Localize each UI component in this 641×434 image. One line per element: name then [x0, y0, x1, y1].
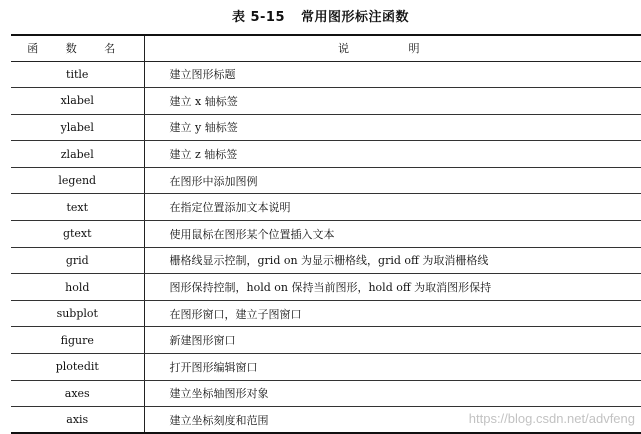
function-name-cell: plotedit	[11, 354, 144, 381]
table-row	[11, 141, 641, 168]
description-cell: 建立 z 轴标签	[144, 141, 641, 168]
table-row	[11, 274, 641, 301]
table-number: 表 5-15	[231, 10, 286, 25]
table-row	[11, 380, 641, 407]
table-row	[11, 327, 641, 354]
description-cell: 打开图形编辑窗口	[144, 354, 641, 381]
table-row	[11, 114, 641, 141]
function-name-cell: zlabel	[11, 141, 144, 168]
table-caption	[0, 6, 641, 25]
table-header-row	[11, 35, 641, 61]
function-name-cell: gtext	[11, 221, 144, 248]
description-cell: 在图形中添加图例	[144, 167, 641, 194]
table-row	[11, 61, 641, 88]
table-row	[11, 88, 641, 115]
description-cell: 使用鼠标在图形某个位置插入文本	[144, 221, 641, 248]
table-title: 常用图形标注函数	[301, 10, 410, 25]
table-row	[11, 300, 641, 327]
function-name-cell: text	[11, 194, 144, 221]
function-name-cell: axis	[11, 407, 144, 434]
function-name-cell: axes	[11, 380, 144, 407]
watermark-text: https://blog.csdn.net/advfeng	[468, 411, 635, 426]
table-row	[11, 167, 641, 194]
description-cell: 建立 x 轴标签	[144, 88, 641, 115]
header-description: 说 明	[144, 35, 641, 61]
description-cell: 建立坐标刻度和范围	[144, 407, 641, 434]
header-function-name: 函 数 名	[11, 35, 144, 61]
description-cell: 建立 y 轴标签	[144, 114, 641, 141]
function-name-cell: subplot	[11, 300, 144, 327]
table-row	[11, 354, 641, 381]
table-row	[11, 247, 641, 274]
description-cell: 在指定位置添加文本说明	[144, 194, 641, 221]
description-cell: 图形保持控制，hold on 保持当前图形，hold off 为取消图形保持	[144, 274, 641, 301]
table-row	[11, 221, 641, 248]
function-name-cell: grid	[11, 247, 144, 274]
description-cell: 栅格线显示控制，grid on 为显示栅格线，grid off 为取消栅格线	[144, 247, 641, 274]
table-row	[11, 194, 641, 221]
description-cell: 建立图形标题	[144, 61, 641, 88]
function-name-cell: hold	[11, 274, 144, 301]
function-name-cell: title	[11, 61, 144, 88]
table-container	[11, 34, 641, 434]
description-cell: 建立坐标轴图形对象	[144, 380, 641, 407]
functions-table	[11, 34, 641, 434]
function-name-cell: ylabel	[11, 114, 144, 141]
description-cell: 在图形窗口，建立子图窗口	[144, 300, 641, 327]
function-name-cell: xlabel	[11, 88, 144, 115]
description-cell: 新建图形窗口	[144, 327, 641, 354]
function-name-cell: legend	[11, 167, 144, 194]
function-name-cell: figure	[11, 327, 144, 354]
